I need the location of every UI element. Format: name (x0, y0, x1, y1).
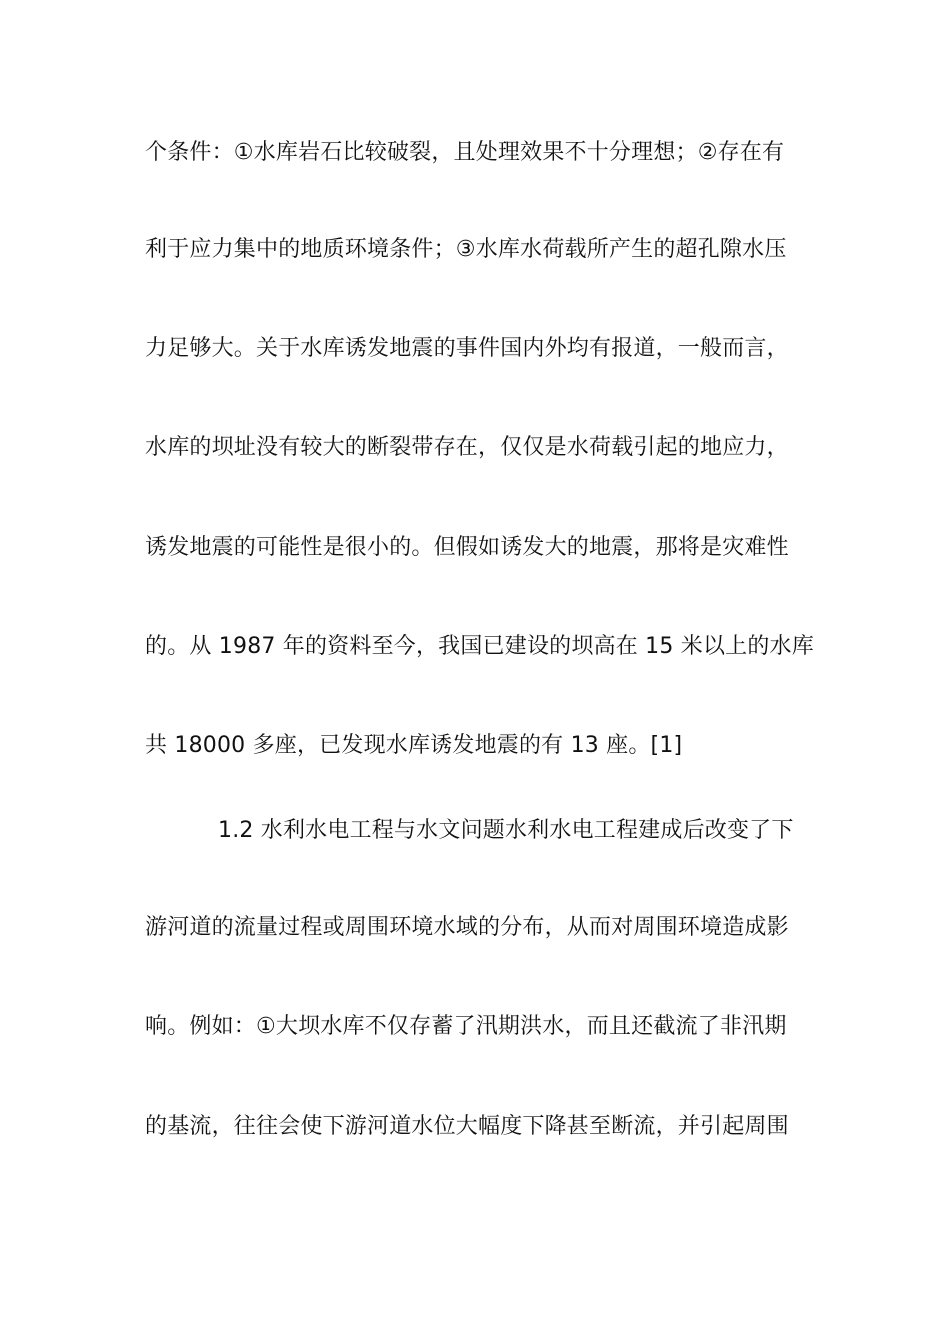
paragraph-line: 的基流，往往会使下游河道水位大幅度下降甚至断流，并引起周围 (145, 1114, 789, 1139)
paragraph-line: 游河道的流量过程或周围环境水域的分布，从而对周围环境造成影 (145, 915, 789, 940)
paragraph-line: 个条件：①水库岩石比较破裂，且处理效果不十分理想；②存在有 (145, 140, 785, 165)
paragraph-line: 共 18000 多座，已发现水库诱发地震的有 13 座。[1] (145, 733, 683, 758)
paragraph-line: 力足够大。关于水库诱发地震的事件国内外均有报道，一般而言， (145, 336, 789, 361)
paragraph-line: 利于应力集中的地质环境条件；③水库水荷载所产生的超孔隙水压 (145, 237, 787, 262)
paragraph-line: 诱发地震的可能性是很小的。但假如诱发大的地震，那将是灾难性 (145, 535, 789, 560)
paragraph-line: 水库的坝址没有较大的断裂带存在，仅仅是水荷载引起的地应力， (145, 435, 789, 460)
paragraph-line: 响。例如：①大坝水库不仅存蓄了汛期洪水，而且还截流了非汛期 (145, 1014, 787, 1039)
paragraph-line: 的。从 1987 年的资料至今，我国已建设的坝高在 15 米以上的水库 (145, 634, 814, 659)
section-heading-line: 1.2 水利水电工程与水文问题水利水电工程建成后改变了下 (218, 818, 794, 843)
